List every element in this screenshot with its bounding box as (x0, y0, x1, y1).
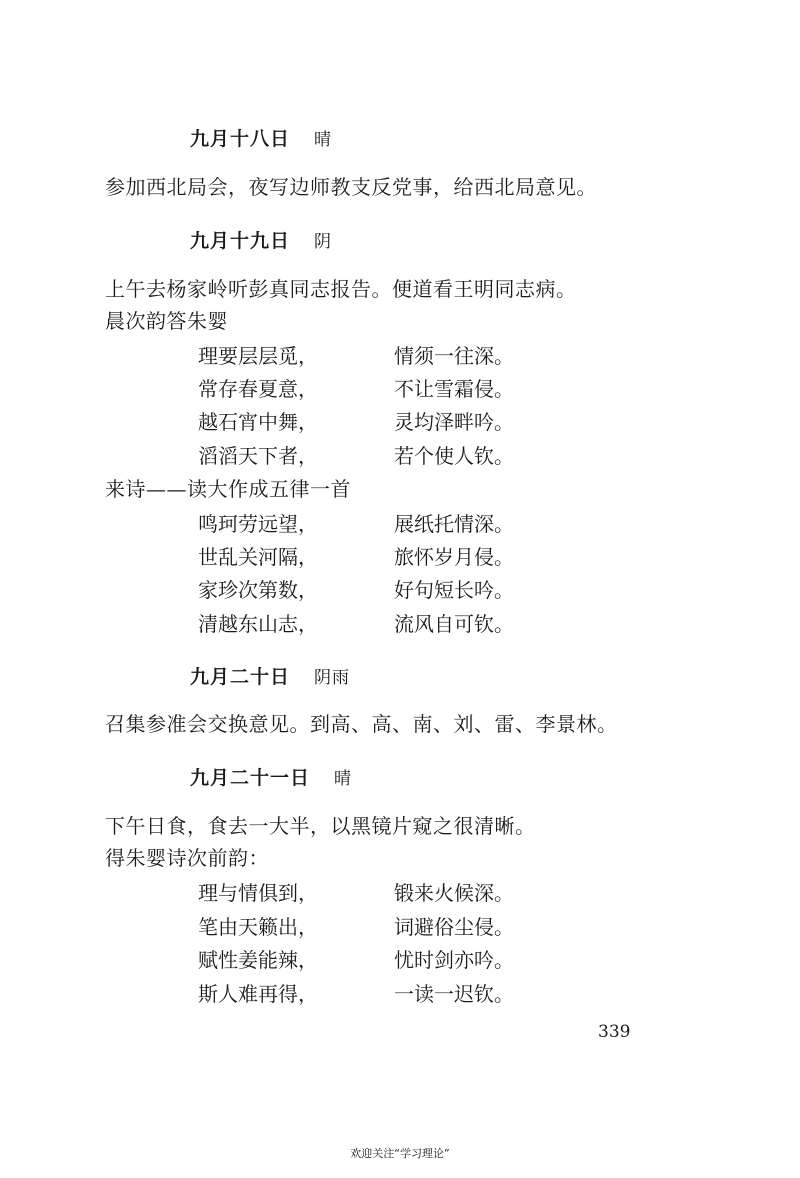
entry-text-line: 上午去杨家岭听彭真同志报告。便道看王明同志病。 (105, 277, 577, 301)
entry-date-header (190, 763, 352, 790)
poem-verse-right: 展纸托情深。 (394, 512, 514, 536)
poem-verse-left: 鸣珂劳远望， (198, 512, 318, 536)
poem-verse-left: 斯人难再得， (198, 982, 318, 1006)
poem-verse-right: 若个使人钦。 (394, 444, 514, 468)
poem-verse-right: 旅怀岁月侵。 (394, 545, 514, 569)
entry-weather: 晴 (334, 769, 353, 789)
entry-text-line: 下午日食，食去一大半，以黑镜片窥之很清晰。 (105, 814, 536, 838)
entry-weather: 晴 (314, 130, 333, 150)
entry-date: 九月二十日 (190, 666, 291, 688)
poem-verse-right: 锻来火候深。 (394, 881, 514, 905)
entry-weather: 阴雨 (314, 668, 351, 688)
poem-verse-right: 忧时剑亦吟。 (394, 948, 514, 972)
footer-note: 欢迎关注“学习理论” (350, 1147, 450, 1160)
entry-text-line: 晨次韵答朱婴 (105, 309, 228, 333)
entry-date-header (190, 124, 332, 151)
entry-date: 九月十九日 (190, 230, 291, 252)
poem-verse-right: 灵均泽畔吟。 (394, 410, 514, 434)
poem-verse-left: 常存春夏意， (198, 377, 318, 401)
poem-verse-left: 清越东山志， (198, 612, 318, 636)
poem-verse-right: 词避俗尘侵。 (394, 915, 514, 939)
entry-date: 九月十八日 (190, 128, 291, 150)
poem-verse-left: 越石宵中舞， (198, 410, 318, 434)
poem-verse-right: 一读一迟钦。 (394, 982, 514, 1006)
entry-text-line: 来诗——读大作成五律一首 (105, 477, 351, 501)
entry-weather: 阴 (314, 232, 333, 252)
poem-verse-left: 滔滔天下者， (198, 444, 318, 468)
poem-verse-right: 流风自可钦。 (394, 612, 514, 636)
poem-verse-left: 理与情俱到， (198, 881, 318, 905)
entry-text-line: 参加西北局会，夜写边师教支反党事，给西北局意见。 (105, 175, 597, 199)
entry-date-header (190, 662, 350, 689)
poem-verse-left: 世乱关河隔， (198, 545, 318, 569)
entry-date-header (190, 226, 332, 253)
page-number: 339 (598, 1022, 631, 1042)
poem-verse-left: 赋性姜能辣， (198, 948, 318, 972)
poem-verse-left: 理要层层觅， (198, 344, 318, 368)
entry-text-line: 得朱婴诗次前韵： (105, 846, 269, 870)
poem-verse-right: 好句短长吟。 (394, 578, 514, 602)
entry-text-line: 召集参准会交换意见。到高、高、南、刘、雷、李景林。 (105, 712, 618, 736)
poem-verse-left: 家珍次第数， (198, 578, 318, 602)
poem-verse-left: 笔由天籁出， (198, 915, 318, 939)
poem-verse-right: 不让雪霜侵。 (394, 377, 514, 401)
poem-verse-right: 情须一往深。 (394, 344, 514, 368)
entry-date: 九月二十一日 (190, 767, 311, 789)
